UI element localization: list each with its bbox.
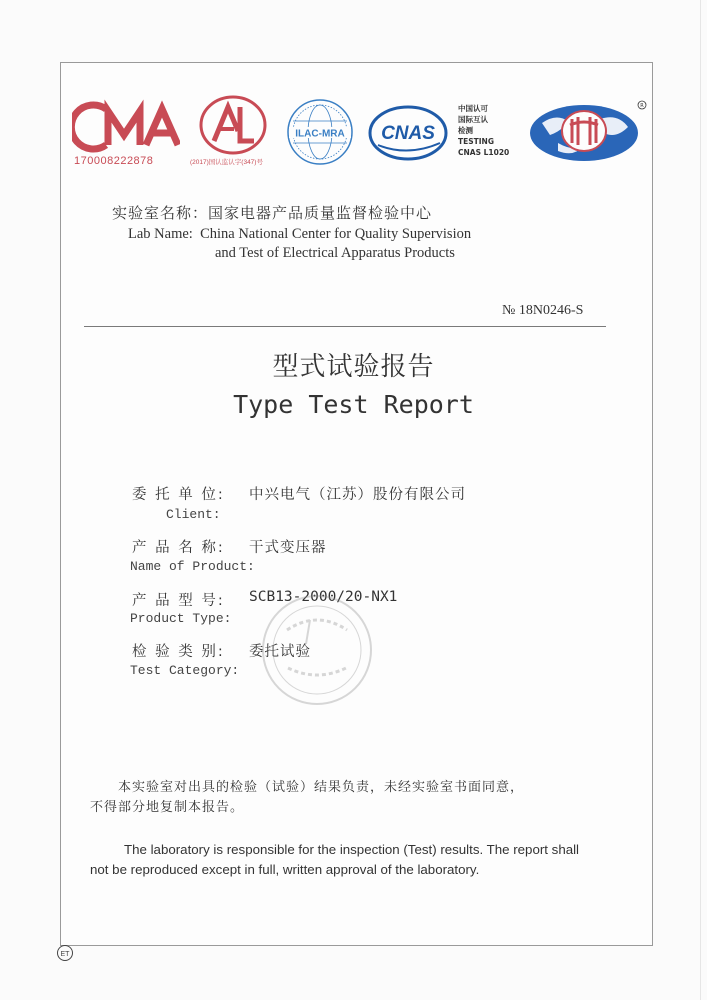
ilac-mra-logo-icon <box>285 97 355 167</box>
disclaimer-en: The laboratory is responsible for the inspection (Test) results. The report shall not be reproduced except in full, written approval of the laboratory. <box>90 842 580 877</box>
product-type-label-cn: 产 品 型 号: <box>132 593 225 609</box>
cma-logo-icon <box>72 99 180 155</box>
client-label-cn: 委 托 单 位: <box>132 487 225 503</box>
product-type-label-en: Product Type: <box>130 611 232 626</box>
product-name-label-cn: 产 品 名 称: <box>132 540 225 556</box>
product-type-value: SCB13-2000/20-NX1 <box>249 589 398 605</box>
cal-code: (2017)国认监认字(347)号 <box>190 159 263 166</box>
svg-text:ET: ET <box>60 951 70 958</box>
cma-code: 170008222878 <box>74 155 154 167</box>
lab-name-en-line2: and Test of Electrical Apparatus Products <box>215 245 455 261</box>
et-mark-icon <box>56 944 74 962</box>
svg-text:CNAS: CNAS <box>381 123 435 144</box>
product-name-value: 干式变压器 <box>249 540 327 556</box>
test-category-label-cn: 检 验 类 别: <box>132 644 225 660</box>
product-name-label-en: Name of Product: <box>130 559 255 574</box>
test-category-label-en: Test Category: <box>130 663 240 678</box>
lab-name-en: Lab Name: China National Center for Quality Supervision <box>128 226 472 242</box>
seal-stamp-icon <box>252 590 382 710</box>
cal-logo-icon <box>198 95 268 157</box>
test-category-value: 委托试验 <box>249 644 311 660</box>
client-label-en: Client: <box>166 507 221 522</box>
svg-text:ILAC-MRA: ILAC-MRA <box>295 128 345 140</box>
globe-logo-icon <box>528 99 648 163</box>
report-number: № 18N0246-S <box>502 303 584 318</box>
client-value: 中兴电气（江苏）股份有限公司 <box>249 487 466 503</box>
disclaimer-cn: 本实验室对出具的检验（试验）结果负责，未经实验室书面同意， 不得部分地复制本报告。 <box>90 780 525 815</box>
divider <box>84 326 606 327</box>
page-edge <box>700 0 701 1000</box>
cnas-cert-text: 中国认可 国际互认 检测 TESTING CNAS L1020 <box>458 104 510 157</box>
cnas-logo-icon <box>368 105 448 161</box>
lab-name-cn: 实验室名称：国家电器产品质量监督检验中心 <box>112 204 433 222</box>
report-title-en: Type Test Report <box>233 390 474 419</box>
svg-text:R: R <box>640 103 644 109</box>
accreditation-logos <box>70 95 650 175</box>
report-title-cn: 型式试验报告 <box>272 352 435 382</box>
